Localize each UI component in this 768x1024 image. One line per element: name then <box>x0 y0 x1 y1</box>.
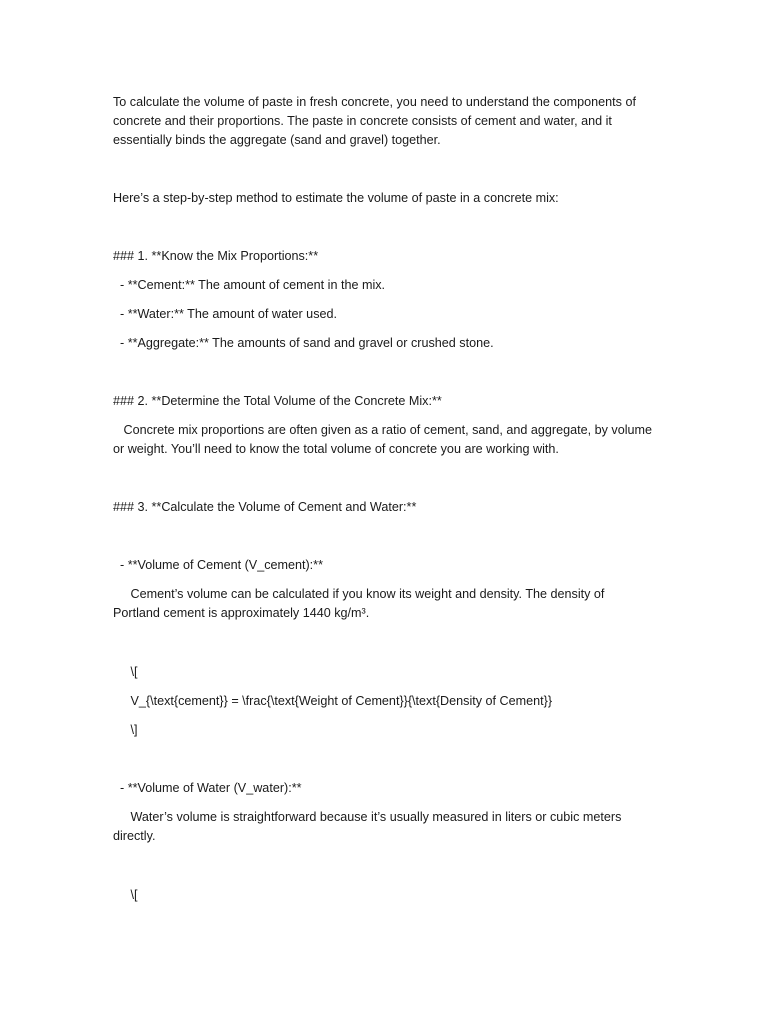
formula-cement: V_{\text{cement}} = \frac{\text{Weight of Cement}}{\text{Density of Cement}} <box>113 694 553 708</box>
bullet-volume-water: - **Volume of Water (V_water):** <box>113 781 302 795</box>
heading-step-2: ### 2. **Determine the Total Volume of the Concrete Mix:** <box>113 394 442 408</box>
bullet-cement: - **Cement:** The amount of cement in the mix. <box>113 278 386 292</box>
bullet-aggregate: - **Aggregate:** The amounts of sand and gravel or crushed stone. <box>113 336 494 350</box>
formula-open: \[ <box>113 665 138 679</box>
cement-line-2: Portland cement is approximately 1440 kg/m³. <box>113 606 370 620</box>
heading-step-3: ### 3. **Calculate the Volume of Cement and Water:** <box>113 500 417 514</box>
water-line-2: directly. <box>113 829 156 843</box>
intro-line-3: essentially binds the aggregate (sand and gravel) together. <box>113 133 441 147</box>
method-intro: Here’s a step-by-step method to estimate the volume of paste in a concrete mix: <box>113 191 559 205</box>
formula-open-water: \[ <box>113 888 138 902</box>
formula-close: \] <box>113 723 138 737</box>
intro-line-1: To calculate the volume of paste in fresh concrete, you need to understand the components of <box>113 95 636 109</box>
intro-line-2: concrete and their proportions. The paste in concrete consists of cement and water, and it <box>113 114 612 128</box>
heading-step-1: ### 1. **Know the Mix Proportions:** <box>113 249 319 263</box>
bullet-water: - **Water:** The amount of water used. <box>113 307 337 321</box>
water-line-1: Water’s volume is straightforward because it’s usually measured in liters or cubic meters <box>113 810 622 824</box>
step-2-line-2: or weight. You’ll need to know the total volume of concrete you are working with. <box>113 442 559 456</box>
cement-line-1: Cement’s volume can be calculated if you know its weight and density. The density of <box>113 587 605 601</box>
bullet-volume-cement: - **Volume of Cement (V_cement):** <box>113 558 323 572</box>
step-2-line-1: Concrete mix proportions are often given as a ratio of cement, sand, and aggregate, by volume <box>113 423 653 437</box>
